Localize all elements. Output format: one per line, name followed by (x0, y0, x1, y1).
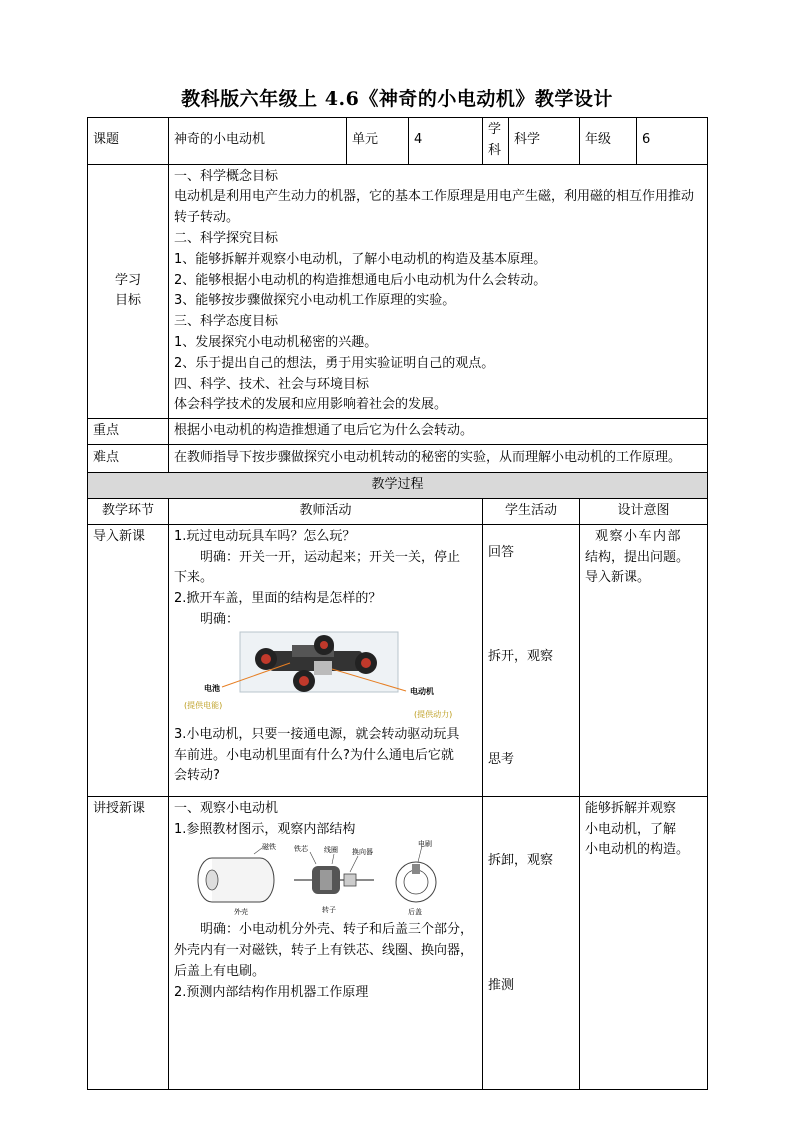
teacher-line: 2.预测内部结构作用机器工作原理 (174, 984, 369, 1000)
goal-line: 二、科学探究目标 (174, 230, 279, 246)
lecture-row (88, 796, 708, 1089)
teacher-line: 车前进。小电动机里面有什么?为什么通电后它就 (174, 747, 454, 763)
teacher-line: 2.掀开车盖，里面的结构是怎样的？ (174, 591, 382, 607)
goals-label-line1: 学习 (114, 272, 141, 288)
unit-value: 4 (409, 118, 483, 165)
goals-label-line2: 目标 (114, 293, 141, 309)
col-student: 学生活动 (483, 498, 580, 524)
key-point-label: 重点 (88, 419, 169, 445)
topic-value: 神奇的小电动机 (169, 118, 347, 165)
difficulty-value: 在教师指导下按步骤做探究小电动机转动的秘密的实验，从而理解小电动机的工作原理。 (169, 445, 708, 473)
goal-line: 一、科学概念目标 (174, 168, 279, 184)
goal-line: 体会科学技术的发展和应用影响着社会的发展。 (174, 397, 448, 413)
lecture-student (483, 796, 580, 1089)
toy-car-figure (174, 631, 477, 725)
goals-row (88, 164, 708, 419)
teacher-line: 明确： (200, 611, 240, 627)
intent-line: 小电动机，了解 (585, 821, 677, 837)
goals-label (88, 164, 169, 419)
student-line: 思考 (488, 752, 515, 768)
process-header-row (88, 473, 708, 499)
key-point-row (88, 419, 708, 445)
teacher-line: 会转动? (174, 768, 220, 784)
intent-line: 观察小车内部 (595, 528, 683, 544)
cover-label: 后盖 (408, 908, 422, 917)
student-line: 拆卸，观察 (488, 852, 554, 868)
student-line: 推测 (488, 977, 515, 993)
intent-line: 导入新课。 (585, 570, 651, 586)
intro-stage: 导入新课 (88, 524, 169, 796)
process-columns-row (88, 498, 708, 524)
difficulty-label: 难点 (88, 445, 169, 473)
battery-label: 电池 (204, 683, 220, 693)
grade-value: 6 (637, 118, 708, 165)
goal-line: 3、能够按步骤做探究小电动机工作原理的实验。 (174, 293, 456, 309)
teacher-line: 明确：小电动机分外壳、转子和后盖三个部分， (200, 922, 474, 938)
intro-intent (580, 524, 708, 796)
student-line: 拆开，观察 (488, 648, 554, 664)
intro-row (88, 524, 708, 796)
lecture-intent (580, 796, 708, 1089)
motor-sublabel: (提供动力) (414, 709, 453, 719)
teacher-line: 3.小电动机，只要一接通电源，就会转动驱动玩具 (174, 726, 460, 742)
teacher-line: 外壳内有一对磁铁，转子上有铁芯、线圈、换向器， (174, 943, 474, 959)
lesson-plan-table (87, 117, 708, 1090)
subject-value: 科学 (509, 118, 580, 165)
commutator-label: 换向器 (352, 848, 373, 857)
magnet-label: 磁铁 (262, 843, 276, 852)
goal-line: 2、能够根据小电动机的构造推想通电后小电动机为什么会转动。 (174, 272, 547, 288)
grade-label: 年级 (580, 118, 637, 165)
intro-student (483, 524, 580, 796)
topic-label: 课题 (88, 118, 169, 165)
motor-label: 电动机 (410, 686, 434, 696)
goals-content (169, 164, 708, 419)
subject-label: 学科 (483, 118, 509, 165)
goal-line: 2、乐于提出自己的想法，勇于用实验证明自己的观点。 (174, 355, 495, 371)
teacher-line: 后盖上有电刷。 (174, 963, 266, 979)
core-label: 铁芯 (294, 845, 308, 854)
teacher-line: 明确：开关一开，运动起来；开关一关，停止 (200, 549, 461, 565)
goal-line: 电动机是利用电产生动力的机器，它的基本工作原理是用电产生磁，利用磁的相互作用推动 (174, 189, 695, 205)
key-point-value: 根据小电动机的构造推想通了电后它为什么会转动。 (169, 419, 708, 445)
intent-line: 小电动机的构造。 (585, 842, 690, 858)
teacher-line: 1.参照教材图示，观察内部结构 (174, 821, 356, 837)
process-header: 教学过程 (88, 473, 708, 499)
intro-teacher (169, 524, 483, 796)
lecture-teacher (169, 796, 483, 1089)
col-intent: 设计意图 (580, 498, 708, 524)
goal-line: 四、科学、技术、社会与环境目标 (174, 376, 370, 392)
battery-sublabel: (提供电能) (184, 700, 223, 710)
page-title: 教科版六年级上 4.6《神奇的小电动机》教学设计 (181, 88, 613, 110)
toy-car-diagram (174, 631, 480, 725)
goal-line: 转子转动。 (174, 210, 240, 226)
goal-line: 1、发展探究小电动机秘密的兴趣。 (174, 334, 378, 350)
difficulty-row (88, 445, 708, 473)
unit-label: 单元 (347, 118, 409, 165)
motor-parts-figure (174, 840, 477, 920)
intent-line: 结构，提出问题。 (585, 549, 690, 565)
goal-line: 三、科学态度目标 (174, 314, 279, 330)
rotor-label: 转子 (322, 906, 336, 915)
shell-label: 外壳 (234, 908, 248, 917)
col-stage: 教学环节 (88, 498, 169, 524)
teacher-line: 1.玩过电动玩具车吗？怎么玩？ (174, 528, 356, 544)
teacher-line: 一、观察小电动机 (174, 800, 279, 816)
student-line: 回答 (488, 544, 515, 560)
col-teacher: 教师活动 (169, 498, 483, 524)
motor-parts-diagram (174, 840, 480, 920)
brush-label: 电刷 (418, 840, 432, 849)
goal-line: 1、能够拆解并观察小电动机，了解小电动机的构造及基本原理。 (174, 251, 547, 267)
lecture-stage: 讲授新课 (88, 796, 169, 1089)
teacher-line: 下来。 (174, 570, 214, 586)
info-row (88, 118, 708, 165)
intent-line: 能够拆解并观察 (585, 800, 677, 816)
coil-label: 线圈 (324, 846, 338, 855)
